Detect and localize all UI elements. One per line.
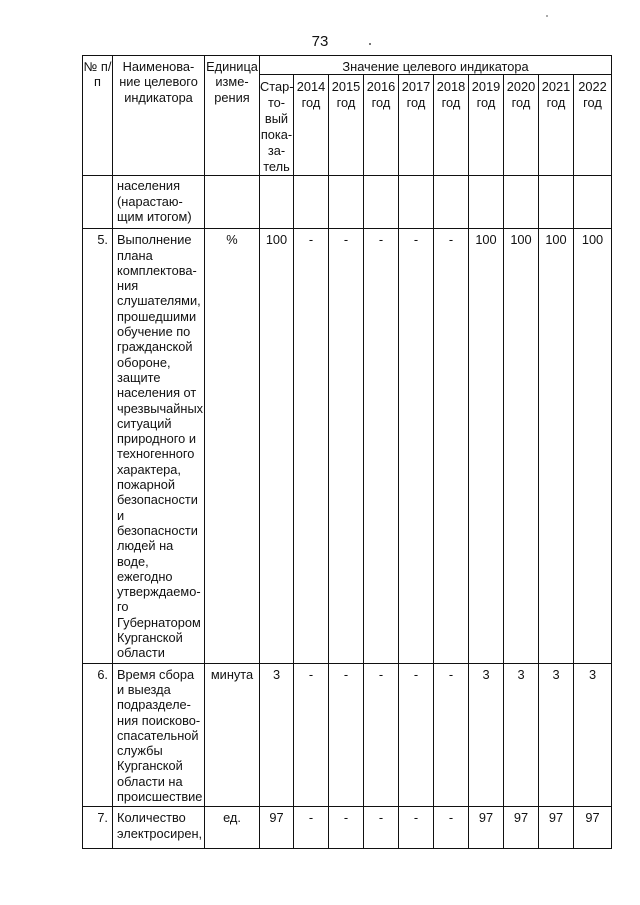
year-value: - — [364, 229, 399, 663]
indicator-unit: минута — [205, 663, 260, 807]
year-value — [399, 176, 434, 229]
start-value: 100 — [260, 229, 294, 663]
year-value: - — [364, 807, 399, 849]
year-value: 100 — [574, 229, 612, 663]
indicator-name: Количество электросирен, — [113, 807, 205, 849]
year-value — [329, 176, 364, 229]
table-row — [83, 807, 612, 849]
year-value — [539, 176, 574, 229]
year-value: 3 — [504, 663, 539, 807]
year-value: 100 — [539, 229, 574, 663]
start-value: 97 — [260, 807, 294, 849]
header-unit: Единица изме-рения — [205, 56, 260, 176]
table-row — [83, 663, 612, 807]
row-number: 5. — [83, 229, 113, 663]
scan-speck — [369, 43, 371, 45]
year-value: - — [294, 807, 329, 849]
header-start-value: Стар-то-вый пока-за-тель — [260, 75, 294, 176]
year-value: - — [434, 229, 469, 663]
year-value: - — [329, 807, 364, 849]
year-value: - — [399, 807, 434, 849]
start-value: 3 — [260, 663, 294, 807]
header-year: 2016 год — [364, 75, 399, 176]
indicator-name: Время сбора и выезда подразделе-ния поисково-спасательной службы Курганской области на происшествие — [113, 663, 205, 807]
indicator-unit: % — [205, 229, 260, 663]
header-year: 2014 год — [294, 75, 329, 176]
row-number: 7. — [83, 807, 113, 849]
year-value: - — [434, 807, 469, 849]
header-target-value-group: Значение целевого индикатора — [260, 56, 612, 75]
year-value: - — [329, 663, 364, 807]
year-value: 97 — [539, 807, 574, 849]
year-value — [469, 176, 504, 229]
header-number: № п/п — [83, 56, 113, 176]
year-value: - — [399, 229, 434, 663]
year-value: - — [399, 663, 434, 807]
year-value: - — [434, 663, 469, 807]
year-value: 97 — [504, 807, 539, 849]
year-value: 3 — [574, 663, 612, 807]
year-value: 97 — [469, 807, 504, 849]
year-value: - — [364, 663, 399, 807]
year-value: 3 — [469, 663, 504, 807]
year-value: 97 — [574, 807, 612, 849]
year-value — [574, 176, 612, 229]
header-year: 2018 год — [434, 75, 469, 176]
header-year: 2019 год — [469, 75, 504, 176]
page-number: 73 — [311, 33, 329, 50]
indicator-name: Выполнение плана комплектова-ния слушателями, прошедшими обучение по гражданской обороне, защите населения от чрезвычайных ситуаций природного и техногенного характера, пожарной безопасности и безопасности людей на воде, ежегодно утверждаемо-го Губернатором Курганской области — [113, 229, 205, 663]
year-value — [434, 176, 469, 229]
year-value: - — [294, 229, 329, 663]
start-value — [260, 176, 294, 229]
year-value — [504, 176, 539, 229]
header-indicator-name: Наименова-ние целевого индикатора — [113, 56, 205, 176]
indicator-unit: ед. — [205, 807, 260, 849]
target-indicators-table — [82, 55, 612, 849]
year-value: 100 — [469, 229, 504, 663]
year-value: - — [294, 663, 329, 807]
year-value: 3 — [539, 663, 574, 807]
year-value: 100 — [504, 229, 539, 663]
header-year: 2022 год — [574, 75, 612, 176]
scan-speck — [546, 15, 548, 17]
row-number — [83, 176, 113, 229]
header-year: 2015 год — [329, 75, 364, 176]
indicator-name: населения (нарастаю-щим итогом) — [113, 176, 205, 229]
row-number: 6. — [83, 663, 113, 807]
year-value: - — [329, 229, 364, 663]
header-year: 2017 год — [399, 75, 434, 176]
table-row — [83, 229, 612, 663]
year-value — [294, 176, 329, 229]
table-row — [83, 176, 612, 229]
header-year: 2021 год — [539, 75, 574, 176]
indicator-unit — [205, 176, 260, 229]
header-year: 2020 год — [504, 75, 539, 176]
year-value — [364, 176, 399, 229]
